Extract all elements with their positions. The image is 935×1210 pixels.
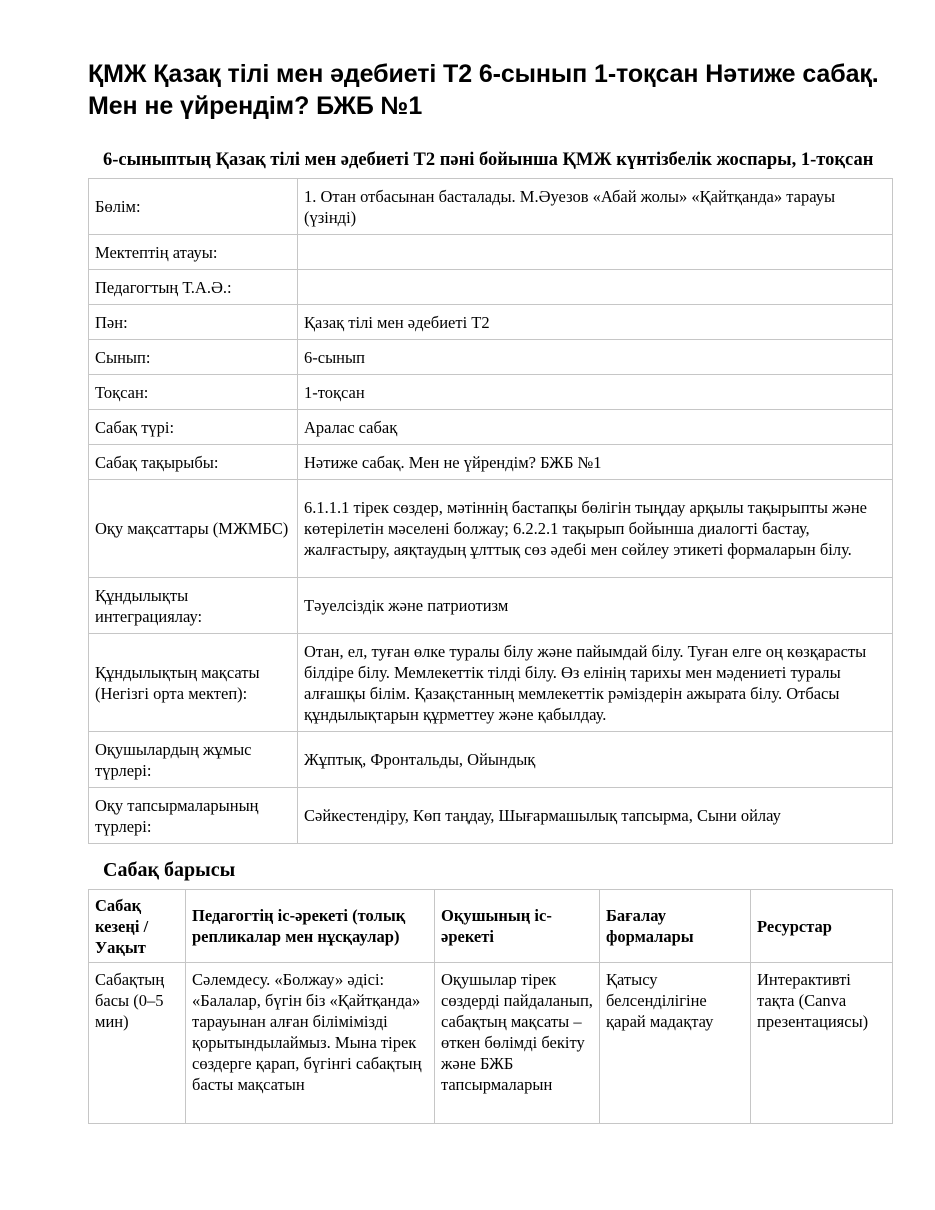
cell-student-activity: Оқушылар тірек сөздерді пайдаланып, сабақтың мақсаты – өткен бөлімді бекіту және БЖБ тапсырмаларын [435,963,600,1124]
info-key-grade: Сынып: [89,340,298,375]
table-row [89,179,893,235]
table-row [89,963,893,1124]
info-value-school [298,235,893,270]
table-row [89,732,893,788]
table-row [89,410,893,445]
cell-teacher-activity: Сәлемдесу. «Болжау» әдісі: «Балалар, бүгін біз «Қайтқанда» тарауынан алған білімімізді қорытындылаймыз. Мына тірек сөздерге қарап, бүгінгі сабақтың басты мақсатын [186,963,435,1124]
table-row [89,375,893,410]
info-value-lesson-topic: Нәтиже сабақ. Мен не үйрендім? БЖБ №1 [298,445,893,480]
table-row [89,788,893,844]
info-value-value-integration: Тәуелсіздік және патриотизм [298,578,893,634]
document-title: ҚМЖ Қазақ тілі мен әдебиеті Т2 6-сынып 1-тоқсан Нәтиже сабақ. Мен не үйрендім? БЖБ №1 [88,60,879,120]
column-header-stage: Сабақ кезеңі / Уақыт [89,890,186,963]
column-header-resources: Ресурстар [751,890,893,963]
info-key-quarter: Тоқсан: [89,375,298,410]
info-key-lesson-topic: Сабақ тақырыбы: [89,445,298,480]
info-key-work-forms: Оқушылардың жұмыс түрлері: [89,732,298,788]
table-row [89,634,893,732]
column-header-student-activity: Оқушының іс-әрекеті [435,890,600,963]
info-key-value-goal: Құндылықтың мақсаты (Негізгі орта мектеп): [89,634,298,732]
plan-subtitle: 6-сыныптың Қазақ тілі мен әдебиеті Т2 пәні бойынша ҚМЖ күнтізбелік жоспары, 1-тоқсан [103,150,874,170]
info-value-subject: Қазақ тілі мен әдебиеті Т2 [298,305,893,340]
table-row [89,270,893,305]
info-key-learning-objectives: Оқу мақсаттары (МЖМБС) [89,480,298,578]
lesson-flow-heading: Сабақ барысы [103,859,236,881]
table-row [89,480,893,578]
info-value-quarter: 1-тоқсан [298,375,893,410]
column-header-teacher-activity: Педагогтің іс-әрекеті (толық репликалар мен нұсқаулар) [186,890,435,963]
table-row [89,578,893,634]
cell-resources: Интерактивті тақта (Canva презентациясы) [751,963,893,1124]
info-key-task-types: Оқу тапсырмаларының түрлері: [89,788,298,844]
info-value-learning-objectives: 6.1.1.1 тірек сөздер, мәтіннің бастапқы бөлігін тыңдау арқылы тақырыпты және көтерілетін мәселені болжау; 6.2.2.1 тақырып бойынша диалогті бастау, жалғастыру, аяқтаудың ұлттық сөз әдебі мен сөйлеу этикеті формаларын білу. [298,480,893,578]
lesson-info-table [88,178,893,844]
table-row [89,305,893,340]
table-row [89,340,893,375]
info-key-teacher: Педагогтың Т.А.Ә.: [89,270,298,305]
info-key-section: Бөлім: [89,179,298,235]
info-value-value-goal: Отан, ел, туған өлке туралы білу және пайымдай білу. Туған елге оң көзқарасты білдіре білу. Мемлекеттік тілді білу. Өз елінің тарихы мен мәдениеті туралы алғашқы білім. Қазақстанның мемлекеттік рәміздерін ажырата білу. Отбасы құндылықтарын құрметтеу және қабылдау. [298,634,893,732]
info-key-value-integration: Құндылықты интеграциялау: [89,578,298,634]
info-key-subject: Пән: [89,305,298,340]
info-key-lesson-type: Сабақ түрі: [89,410,298,445]
info-value-teacher [298,270,893,305]
table-header-row [89,890,893,963]
info-value-task-types: Сәйкестендіру, Көп таңдау, Шығармашылық тапсырма, Сыни ойлау [298,788,893,844]
info-value-section: 1. Отан отбасынан басталады. М.Әуезов «Абай жолы» «Қайтқанда» тарауы (үзінді) [298,179,893,235]
info-value-lesson-type: Аралас сабақ [298,410,893,445]
table-row [89,445,893,480]
table-row [89,235,893,270]
info-key-school: Мектептің атауы: [89,235,298,270]
info-value-grade: 6-сынып [298,340,893,375]
info-value-work-forms: Жұптық, Фронтальды, Ойындық [298,732,893,788]
cell-stage: Сабақтың басы (0–5 мин) [89,963,186,1124]
column-header-assessment: Бағалау формалары [600,890,751,963]
document-page [88,58,893,1124]
lesson-flow-table [88,889,893,1124]
cell-assessment: Қатысу белсенділігіне қарай мадақтау [600,963,751,1124]
